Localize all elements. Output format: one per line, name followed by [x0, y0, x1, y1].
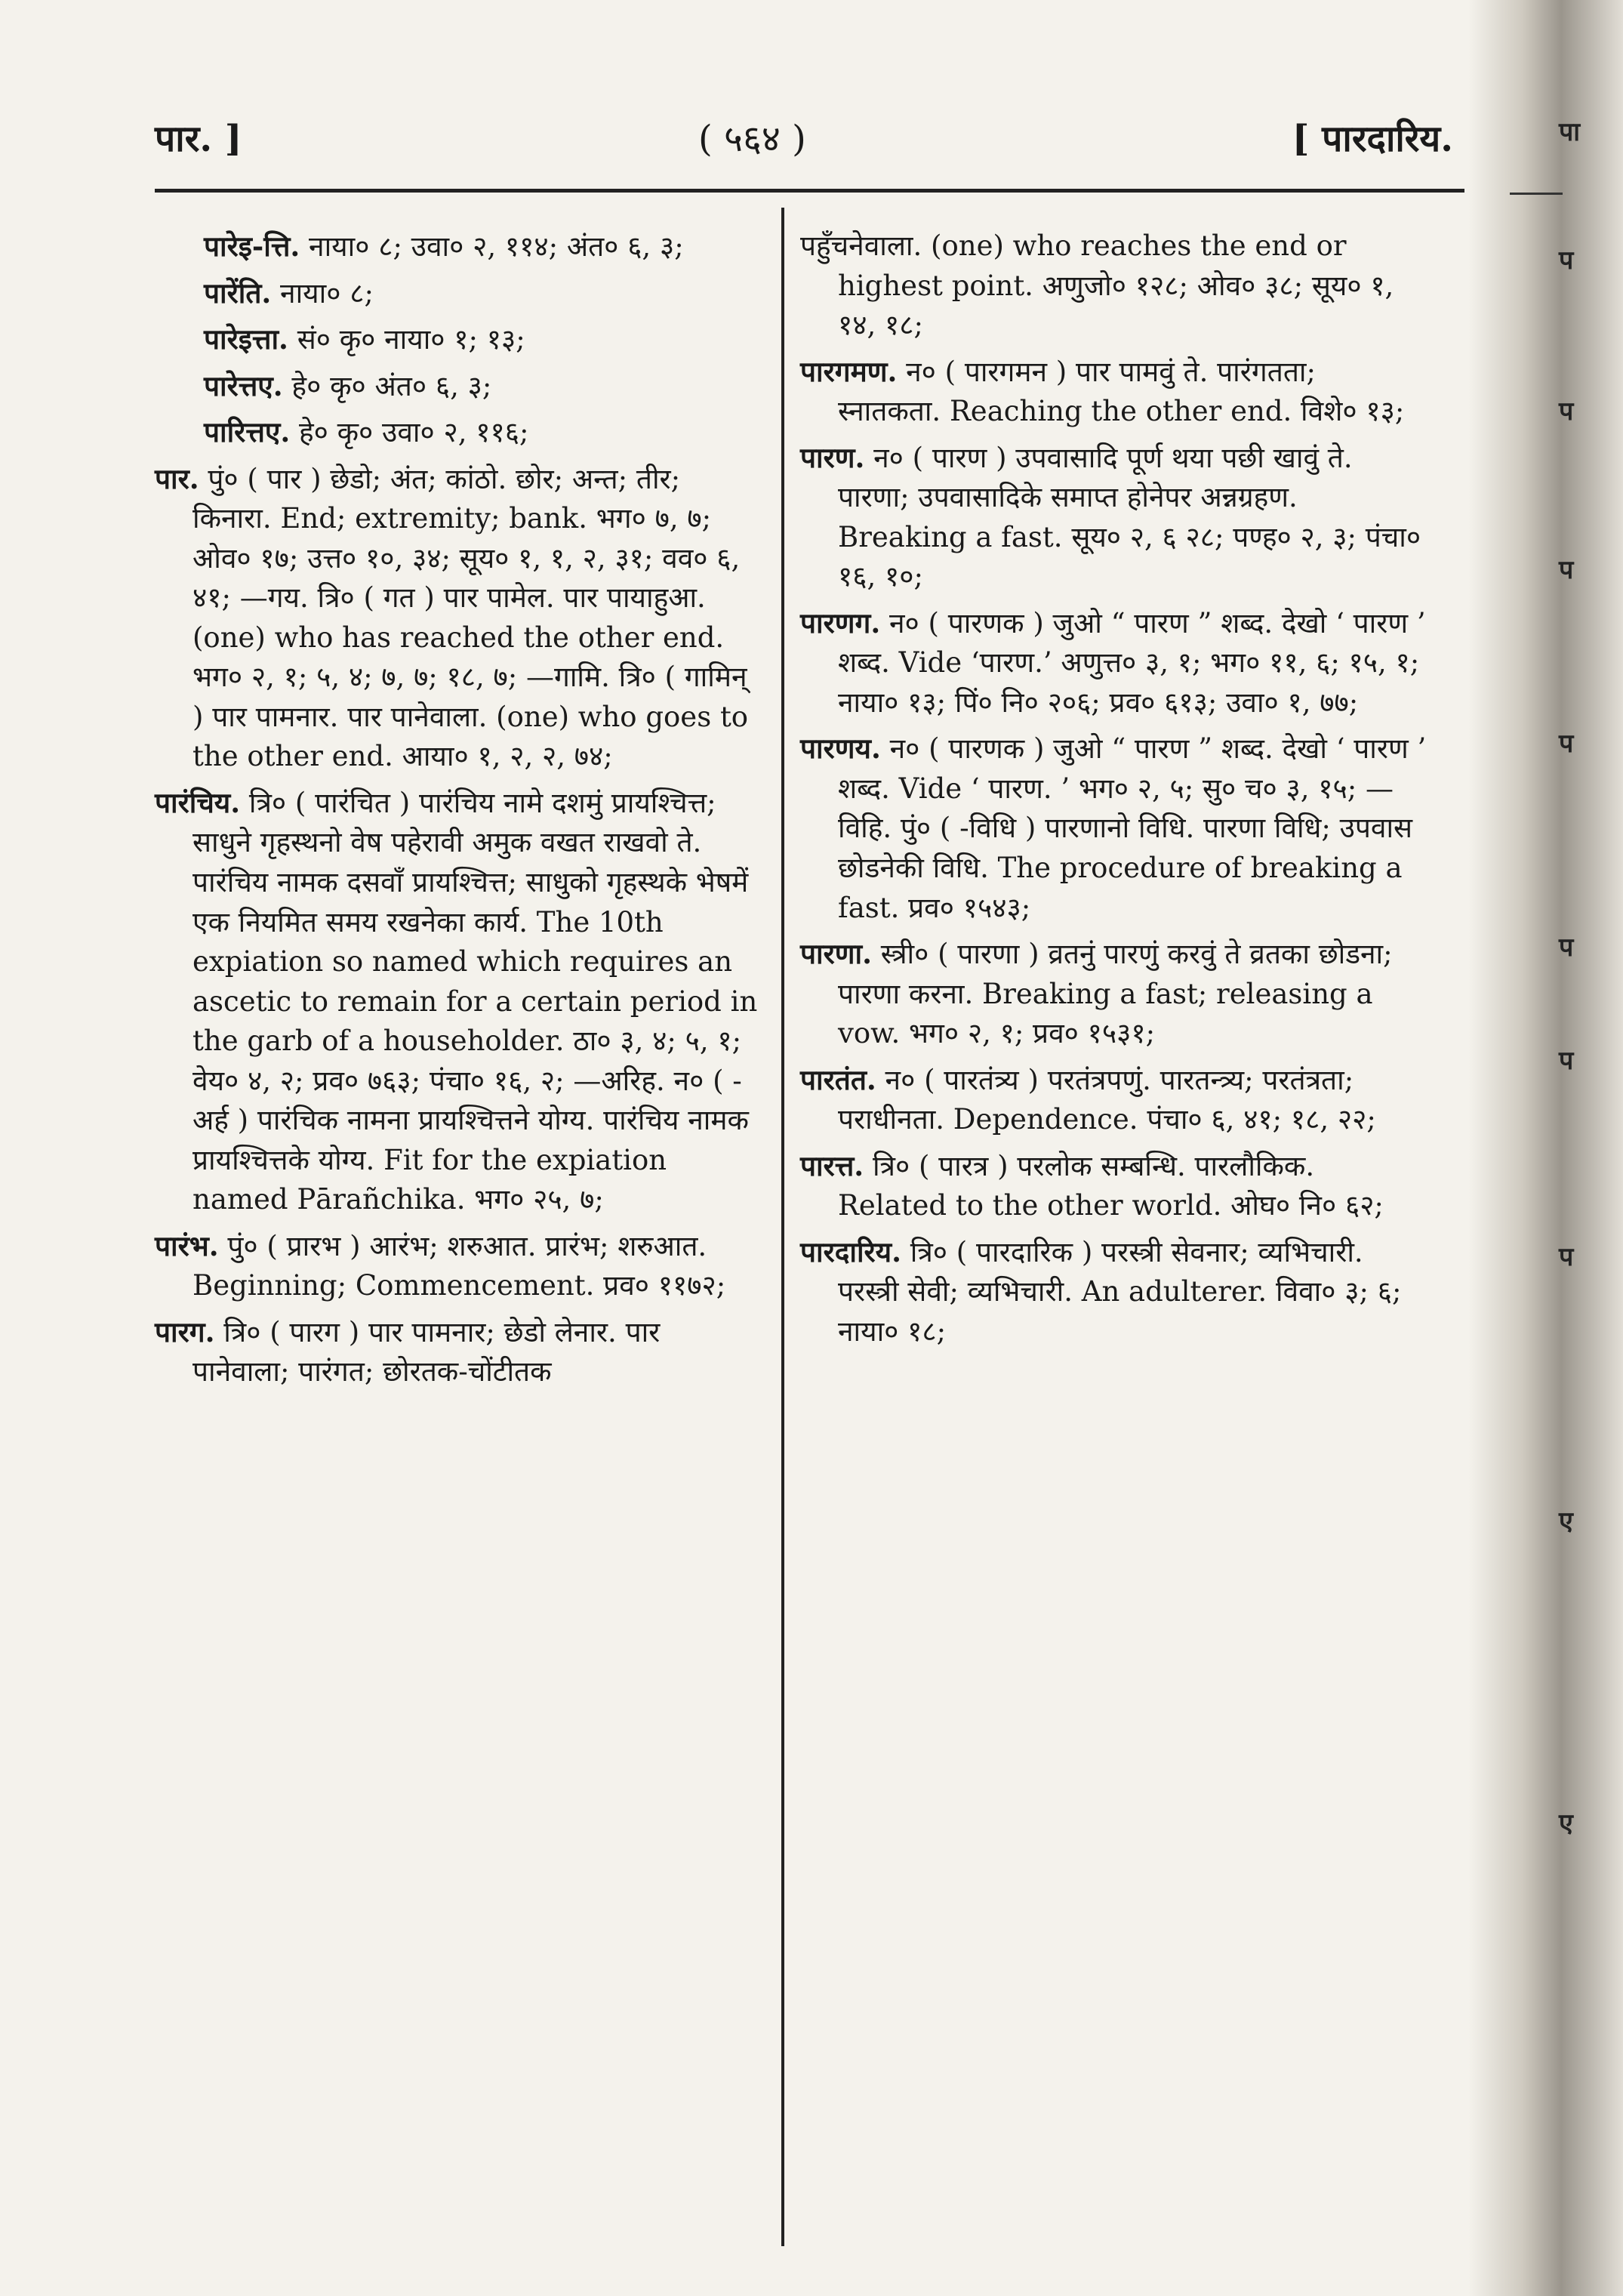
entry-headword: पारेंति. [204, 276, 272, 310]
entry-definition: न० ( पारतंत्र्य ) परतंत्रपणुं. पारतन्त्र्य; परतंत्रता; पराधीनता. Dependence. पंचा० ६, ४१; १८, २२; [838, 1063, 1376, 1136]
edge-glyph: प [1559, 245, 1574, 276]
entry-definition: त्रि० ( पारदारिक ) परस्त्री सेवनार; व्यभिचारी. परस्त्री सेवी; व्यभिचारी. An adulterer. विवा० ३; ६; नाया० १८; [838, 1235, 1402, 1348]
header-left-guideword: पार. ] [155, 118, 242, 160]
dictionary-entry [800, 1146, 1427, 1226]
edge-glyph: प [1559, 555, 1574, 585]
dictionary-entry [155, 273, 759, 314]
dictionary-entry [155, 1226, 759, 1306]
dictionary-entry [155, 227, 759, 267]
header-rule [155, 189, 1464, 193]
entry-definition: न० ( पारणक ) जुओ “ पारण ” शब्द. देखो ‘ पारण ’ शब्द. Vide ‘पारण.’ अणुत्त० ३, १; भग० ११, ६; १५, १; नाया० १३; पिं० नि० २०६; प्रव० ६१३; उवा० १, ७७; [838, 606, 1426, 719]
entry-headword: पारेइ-त्ति. [204, 230, 300, 263]
edge-glyph: पा [1559, 117, 1581, 147]
dictionary-entry [800, 729, 1427, 928]
entry-definition: न० ( पारगमन ) पार पामवुं ते. पारंगतता; स्नातकता. Reaching the other end. विशे० १३; [838, 355, 1405, 428]
entry-headword: पार. [155, 461, 199, 495]
entry-definition: नाया० ८; [271, 276, 374, 310]
dictionary-entry [155, 412, 759, 453]
dictionary-entry [800, 1060, 1427, 1140]
entry-definition: नाया० ८; उवा० २, ११४; अंत० ६, ३; [300, 230, 684, 263]
entry-headword: पारग. [155, 1314, 215, 1348]
entry-headword: पारेइत्ता. [204, 322, 288, 356]
header-right-guideword: [ पारदारिय. [1292, 118, 1453, 160]
entry-definition: त्रि० ( पारग ) पार पामनार; छेडो लेनार. पार पानेवाला; पारंगत; छोरतक-चोंटीतक [192, 1315, 661, 1388]
entry-definition: सं० कृ० नाया० १; १३; [288, 323, 525, 356]
entry-definition: त्रि० ( पारत्र ) परलोक सम्बन्धि. पारलौकिक. Related to the other world. ओघ० नि० ६२; [838, 1149, 1384, 1222]
entry-headword: पारंचिय. [155, 785, 241, 819]
entry-definition: त्रि० ( पारंचित ) पारंचिय नामे दशमुं प्रायश्चित्त; साधुने गृहस्थनो वेष पहेरावी अमुक वखत राखवो ते. पारंचिय नामक दसवाँ प्रायश्चित्त; साधुको गृहस्थके भेषमें एक नियमित समय रखनेका कार्य. The 10th expiation so named which requires an ascetic to remain for a certain period in the garb of a householder. ठा० ३, ४; ५, १; वेय० ४, २; प्रव० ७६३; पंचा० १६, २; —अरिह. न० ( -अर्ह ) पारंचिक नामना प्रायश्चित्तने योग्य. पारंचिय नामक प्रायश्चित्तके योग्य. Fit for the expiation named Pārañchika. भग० २५, ७; [192, 786, 758, 1216]
entry-headword: पारंभ. [155, 1228, 219, 1262]
dictionary-entry [800, 438, 1427, 597]
dictionary-entry [800, 227, 1427, 346]
edge-glyph: प [1559, 1046, 1574, 1076]
edge-glyph: प [1559, 396, 1574, 427]
entry-definition: पहुँचनेवाला. (one) who reaches the end or highest point. अणुजो० १२८; ओव० ३८; सूय० १, १४, १८; [800, 230, 1394, 342]
entry-headword: पारेत्तए. [204, 368, 283, 402]
dictionary-entry [155, 783, 759, 1220]
edge-glyph: प [1559, 1242, 1574, 1272]
edge-rule [1510, 193, 1563, 195]
dictionary-entry [155, 319, 759, 360]
column-divider [781, 208, 784, 2246]
entry-headword: पारगमण. [800, 354, 898, 388]
dictionary-entry [800, 603, 1427, 723]
edge-glyph: प [1559, 729, 1574, 759]
entry-headword: पारणय. [800, 732, 881, 766]
dictionary-entry [155, 366, 759, 407]
entry-headword: पारणग. [800, 606, 881, 639]
dictionary-entry [800, 352, 1427, 432]
entry-definition: पुं० ( पार ) छेडो; अंत; कांठो. छोर; अन्त; तीर; किनारा. End; extremity; bank. भग० ७, ७; ओव० १७; उत्त० १०, ३४; सूय० १, १, २, ३१; वव० ६, ४१; —गय. त्रि० ( गत ) पार पामेल. पार पायाहुआ. (one) who has reached the other end. भग० २, १; ५, ४; ७, ७; १८, ७; —गामि. त्रि० ( गामिन् ) पार पामनार. पार पानेवाला. (one) who goes to the other end. आया० १, २, २, ७४; [192, 462, 749, 773]
entry-definition: स्त्री० ( पारणा ) व्रतनुं पारणुं करवुं ते व्रतका छोडना; पारणा करना. Breaking a fast; releasing a vow. भग० २, १; प्रव० १५३१; [838, 938, 1393, 1050]
entry-headword: पारणा. [800, 937, 872, 971]
dictionary-entry [800, 1232, 1427, 1352]
edge-glyph: प [1559, 932, 1574, 963]
entry-definition: न० ( पारण ) उपवासादि पूर्ण थया पछी खावुं ते. पारणा; उपवासादिके समाप्त होनेपर अन्नग्रहण. Breaking a fast. सूय० २, ६ २८; पण्ह० २, ३; पंचा० १६, १०; [838, 441, 1421, 593]
dictionary-entry [155, 1312, 759, 1392]
dictionary-entry [155, 459, 759, 777]
left-column [155, 227, 759, 1398]
page-header [155, 113, 1453, 174]
page-number: ( ५६४ ) [698, 118, 806, 160]
right-column [800, 227, 1427, 1358]
entry-headword: पारतंत. [800, 1062, 876, 1096]
entry-headword: पारत्त. [800, 1148, 864, 1182]
adjacent-page-edge [1468, 0, 1623, 2296]
entry-definition: हे० कृ० अंत० ६, ३; [282, 369, 492, 402]
edge-glyph: ए [1559, 1506, 1573, 1536]
dictionary-entry [800, 934, 1427, 1054]
entry-headword: पारण. [800, 440, 865, 474]
entry-definition: न० ( पारणक ) जुओ “ पारण ” शब्द. देखो ‘ पारण ’ शब्द. Vide ‘ पारण. ’ भग० २, ५; सु० च० ३, १५; —विहि. पुं० ( -विधि ) पारणानो विधि. पारणा विधि; उपवास छोडनेकी विधि. The procedure of breaking a fast. प्रव० १५४३; [838, 732, 1427, 924]
entry-definition: पुं० ( प्रारभ ) आरंभ; शरुआत. प्रारंभ; शरुआत. Beginning; Commencement. प्रव० ११७२; [192, 1229, 726, 1302]
entry-headword: पारदारिय. [800, 1234, 902, 1268]
entry-definition: हे० कृ० उवा० २, ११६; [290, 416, 529, 449]
entry-headword: पारित्तए. [204, 415, 291, 449]
edge-glyph: ए [1559, 1808, 1573, 1838]
